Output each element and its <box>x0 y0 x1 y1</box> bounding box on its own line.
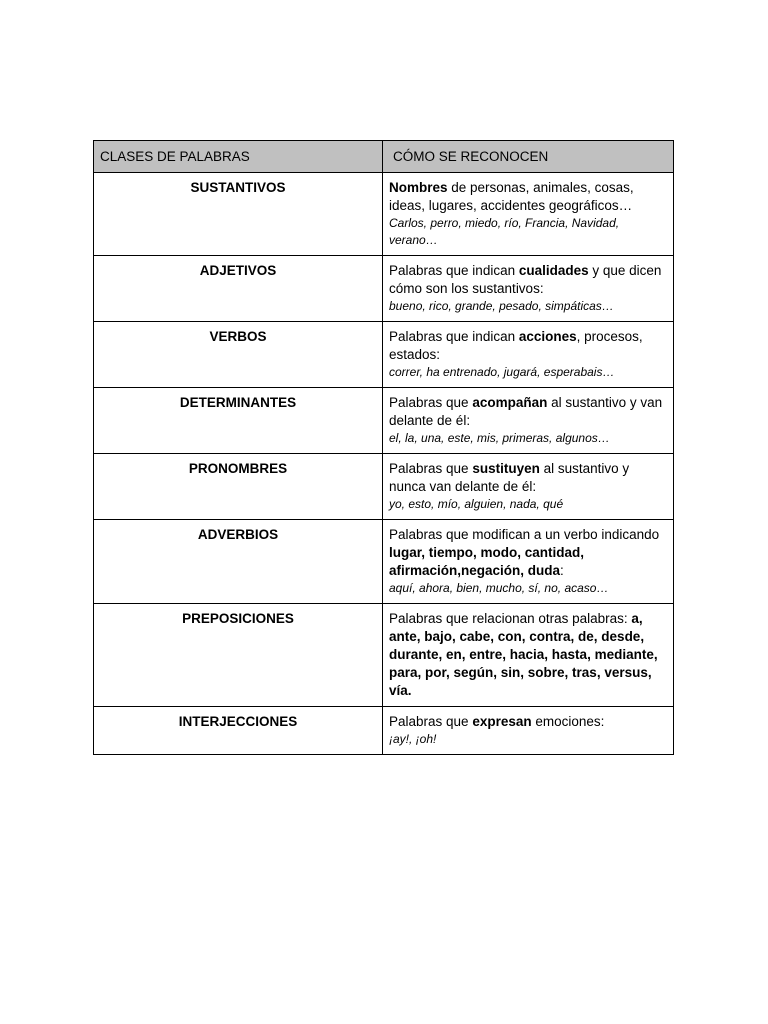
word-class-description <box>383 322 674 388</box>
word-class-description <box>383 604 674 707</box>
word-class-name: PRONOMBRES <box>94 454 383 520</box>
table-row <box>94 707 674 755</box>
desc-text: al sustantivo y van delante de él: <box>389 395 663 428</box>
desc-text: acompañan <box>472 395 548 410</box>
word-class-examples: aquí, ahora, bien, mucho, sí, no, acaso… <box>389 581 609 595</box>
desc-text: expresan <box>472 714 532 729</box>
table-row <box>94 322 674 388</box>
word-class-examples: el, la, una, este, mis, primeras, algunos… <box>389 431 610 445</box>
table-header-row <box>94 141 674 173</box>
desc-text: de personas, animales, cosas, ideas, lugares, accidentes geográficos… <box>389 180 634 213</box>
desc-text: Palabras que indican <box>389 329 519 344</box>
word-class-name: SUSTANTIVOS <box>94 173 383 256</box>
desc-text: Palabras que indican <box>389 263 519 278</box>
table-row <box>94 520 674 604</box>
desc-text: , procesos, estados: <box>389 329 643 362</box>
word-class-name: INTERJECCIONES <box>94 707 383 755</box>
table-row <box>94 173 674 256</box>
desc-text: cualidades <box>518 263 589 278</box>
table-row <box>94 454 674 520</box>
desc-text: Palabras que relacionan otras palabras: <box>389 611 632 626</box>
desc-text: lugar, tiempo, modo, cantidad, afirmación,negación, duda <box>389 545 585 578</box>
desc-text: Palabras que <box>389 461 473 476</box>
word-class-examples: yo, esto, mío, alguien, nada, qué <box>389 497 564 511</box>
word-class-name: VERBOS <box>94 322 383 388</box>
header-classes: CLASES DE PALABRAS <box>94 141 383 173</box>
word-class-name: ADVERBIOS <box>94 520 383 604</box>
desc-text: emociones: <box>531 714 605 729</box>
header-recognize: CÓMO SE RECONOCEN <box>383 141 674 173</box>
desc-text: Palabras que <box>389 395 473 410</box>
table-row <box>94 256 674 322</box>
desc-text: Nombres <box>389 180 448 195</box>
word-class-description <box>383 520 674 604</box>
word-class-examples: Carlos, perro, miedo, río, Francia, Navidad, verano… <box>389 216 620 247</box>
desc-text: acciones <box>518 329 577 344</box>
word-classes-table <box>93 140 674 755</box>
word-class-description <box>383 173 674 256</box>
desc-text: Palabras que <box>389 714 473 729</box>
desc-text: Palabras que modifican a un verbo indicando <box>389 527 660 542</box>
word-class-name: DETERMINANTES <box>94 388 383 454</box>
word-class-examples: ¡ay!, ¡oh! <box>389 732 437 746</box>
word-class-name: PREPOSICIONES <box>94 604 383 707</box>
word-class-examples: bueno, rico, grande, pesado, simpáticas… <box>389 299 614 313</box>
word-class-description <box>383 707 674 755</box>
table-row <box>94 604 674 707</box>
word-class-name: ADJETIVOS <box>94 256 383 322</box>
desc-text: al sustantivo y nunca van delante de él: <box>389 461 630 494</box>
desc-text: sustituyen <box>472 461 540 476</box>
word-class-description <box>383 388 674 454</box>
word-class-description <box>383 454 674 520</box>
desc-text: a, ante, bajo, cabe, con, contra, de, desde, durante, en, entre, hacia, hasta, mediante, para, por, según, sin, sobre, tras, versus, vía. <box>389 611 658 698</box>
desc-text: : <box>560 563 564 578</box>
desc-text: y que dicen cómo son los sustantivos: <box>389 263 662 296</box>
word-class-description <box>383 256 674 322</box>
table-row <box>94 388 674 454</box>
word-class-examples: correr, ha entrenado, jugará, esperabais… <box>389 365 615 379</box>
